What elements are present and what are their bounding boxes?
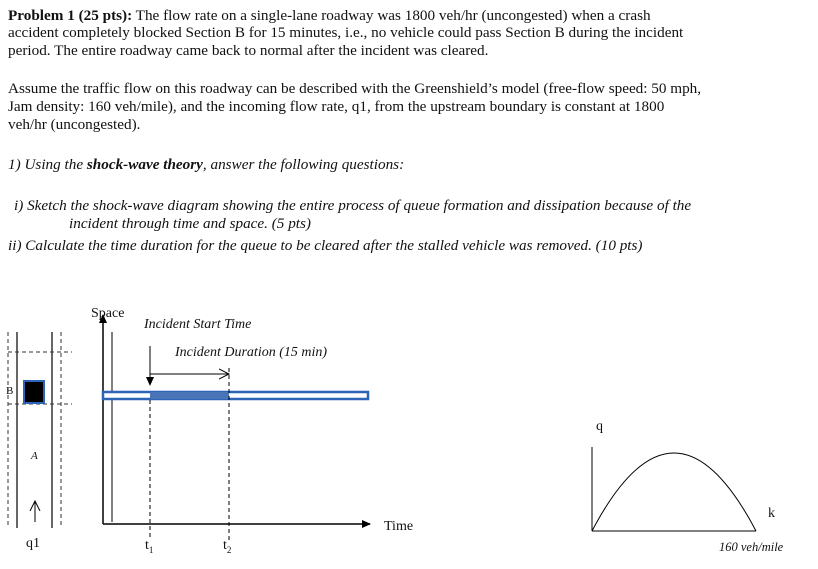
t2-label — [223, 538, 231, 555]
k-axis-label: k — [768, 506, 775, 521]
assumption-line-3: veh/hr (uncongested). — [8, 116, 141, 133]
problem-line-1-text: The flow rate on a single-lane roadway was 1800 veh/hr (uncongested) when a crash — [132, 7, 651, 24]
assumption-line-1: Assume the traffic flow on this roadway can be described with the Greenshield’s model (free-flow speed: 50 mph, — [8, 80, 702, 97]
stalled-vehicle — [24, 381, 44, 403]
q1-label: q1 — [26, 536, 40, 551]
sub-question-i-line-1: i) Sketch the shock-wave diagram showing the entire process of queue formation and dissipation because of the — [14, 197, 692, 214]
question-1-prefix: 1) Using the — [8, 156, 87, 173]
incident-start-label: Incident Start Time — [144, 317, 252, 332]
section-b-label: B — [6, 385, 14, 397]
greenshields-parabola — [592, 453, 756, 531]
assumption-line-2: Jam density: 160 veh/mile), and the incoming flow rate, q1, from the upstream boundary is constant at 1800 — [8, 98, 665, 115]
incident-blocked-period — [150, 392, 229, 399]
t2-text: t — [223, 538, 227, 553]
space-axis-label: Space — [91, 306, 125, 321]
t1-text: t — [145, 538, 149, 553]
jam-density-label: 160 veh/mile — [719, 540, 784, 554]
sub-question-i-line-2: incident through time and space. (5 pts) — [69, 215, 311, 232]
incident-duration-label: Incident Duration (15 min) — [175, 345, 328, 360]
question-1-suffix: , answer the following questions: — [202, 156, 405, 173]
t1-label — [145, 538, 153, 555]
problem-line-2: accident completely blocked Section B for 15 minutes, i.e., no vehicle could pass Section B during the incident — [8, 24, 684, 41]
question-1-bold: shock-wave theory — [86, 156, 203, 173]
section-a-label: A — [31, 450, 38, 462]
fundamental-diagram — [592, 447, 756, 531]
q-axis-label: q — [596, 419, 603, 434]
problem-header: Problem 1 (25 pts): — [8, 7, 133, 24]
time-axis-label: Time — [384, 519, 414, 534]
t2-subscript: 2 — [226, 544, 232, 555]
problem-line-3: period. The entire roadway came back to normal after the incident was cleared. — [8, 42, 489, 59]
section-b-band — [103, 392, 368, 399]
sub-question-ii: ii) Calculate the time duration for the queue to be cleared after the stalled vehicle was removed. (10 pts) — [8, 237, 643, 254]
road-diagram — [8, 332, 72, 528]
t1-subscript: 1 — [148, 544, 154, 555]
